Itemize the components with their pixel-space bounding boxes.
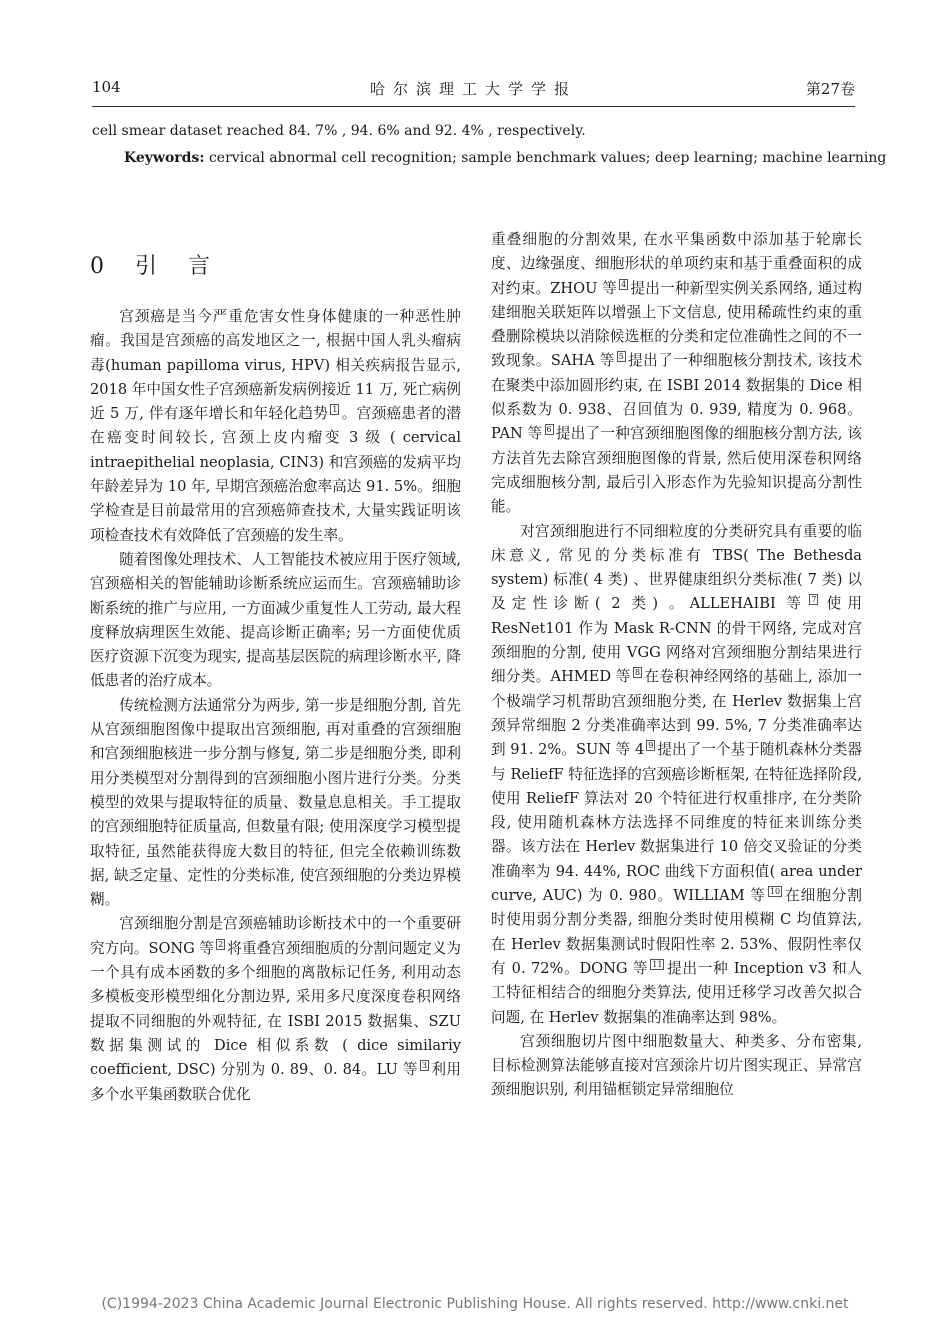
citation-ref[interactable]: 9	[648, 741, 654, 751]
paragraph: 对宫颈细胞进行不同细粒度的分类研究具有重要的临床意义, 常见的分类标准有 TBS( The Bethesda system) 标准( 4 类) 、世界健康组织分类标准( 7 类) 以及定性诊断( 2 类) 。ALLEHAIBI 等 $^7$ 使用 ResNet101 作为 Mask R-CNN 的骨干网络, 完成对宫颈细胞的分割, 使用 VGG 网络对宫颈细胞分割结果进行细分类。AHMED 等 $^8$ 在卷积神经网络的基础上, 添加一个极端学习机帮助宫颈细胞分类, 在 Herlev 数据集上宫颈异常细胞 2 分类准确率达到 99. 5%, 7 分类准确率达到 91. 2%。SUN 等 4 $^9$ 提出了一个基于随机森林分类器与 ReliefF 特征选择的宫颈癌诊断框架, 在特征选择阶段, 使用 ReliefF 算法对 20 个特征进行权重排序, 在分类阶段, 使用随机森林方法选择不同维度的特征来训练分类器。该方法在 Herlev 数据集进行 10 倍交叉验证的分类准确率为 94. 44%, ROC 曲线下方面积值( area under curve, AUC) 为 0. 980。WILLIAM 等 $^{10}$ 在细胞分割时使用弱分割分类器, 细胞分类时使用模糊 C 均值算法, 在 Herlev 数据集测试时假阳性率 2. 53%、假阴性率仅有 0. 72%。DONG 等 $^{11}$ 提出一种 Inception v3 和人工特征相结合的细胞分类算法, 使用迁移学习改善欠拟合问题, 在 Herlev 数据集的准确率达到 98%。	[491, 522, 863, 1026]
citation-ref[interactable]: 7	[811, 595, 817, 605]
citation-ref[interactable]: 8	[634, 668, 641, 678]
left-column	[90, 245, 461, 1107]
citation-ref[interactable]: 4	[621, 279, 627, 289]
citation-ref[interactable]: 2	[218, 939, 224, 949]
keywords-text: cervical abnormal cell recognition; sample benchmark values; deep learning; machine learning	[208, 150, 887, 166]
page-header	[92, 76, 855, 107]
paragraph: 宫颈癌是当今严重危害女性身体健康的一种恶性肿瘤。我国是宫颈癌的高发地区之一, 根据中国人乳头瘤病毒(human papilloma virus, HPV) 相关疾病报告显示, 2018 年中国女性子宫颈癌新发病例接近 11 万, 死亡病例近 5 万, 伴有逐年增长和年轻化趋势 $^1$ 。宫颈癌患者的潜在癌变时间较长, 宫颈上皮内瘤变 3 级 ( cervical intraepithelial neoplasia, CIN3) 和宫颈癌的发病平均年龄差异为 10 年, 早期宫颈癌治愈率高达 91. 5%。细胞学检查是目前最常用的宫颈癌筛查技术, 大量实践证明该项检查技术有效降低了宫颈癌的发生率。	[90, 308, 461, 544]
citation-ref[interactable]: 3	[421, 1061, 427, 1071]
page-number: 104	[92, 78, 121, 96]
citation-ref[interactable]: 6	[546, 425, 552, 435]
abstract-tail: cell smear dataset reached 84. 7% , 94. 6% and 92. 4% , respectively.	[92, 123, 586, 139]
journal-title: 哈尔滨理工大学学报	[369, 80, 577, 98]
keywords	[124, 150, 887, 166]
keywords-label: Keywords:	[124, 150, 205, 166]
paragraph: 宫颈细胞切片图中细胞数量大、种类多、分布密集, 目标检测算法能够直接对宫颈涂片切片图实现正、异常宫颈细胞识别, 利用锚框锁定异常细胞位	[491, 1032, 862, 1099]
copyright-footer: (C)1994-2023 China Academic Journal Electronic Publishing House. All rights reserved. http://www.cnki.net	[101, 1296, 849, 1312]
paragraph: 随着图像处理技术、人工智能技术被应用于医疗领域, 宫颈癌相关的智能辅助诊断系统应运而生。宫颈癌辅助诊断系统的推广与应用, 一方面减少重复性人工劳动, 最大程度释放病理医生效能、提高诊断正确率; 另一方面使优质医疗资源下沉变为现实, 提高基层医院的病理诊断水平, 降低患者的治疗成本。	[90, 550, 461, 690]
right-column	[491, 228, 862, 1103]
section-title: 0 引 言	[90, 254, 222, 279]
citation-ref[interactable]: 1	[332, 405, 338, 415]
citation-ref[interactable]: 11	[652, 959, 663, 969]
volume-label: 第27卷	[805, 80, 855, 98]
citation-ref[interactable]: 10	[769, 887, 781, 897]
citation-ref[interactable]: 5	[618, 352, 624, 362]
paragraph: 重叠细胞的分割效果, 在水平集函数中添加基于轮廓长度、边缘强度、细胞形状的单项约束和基于重叠面积的成对约束。ZHOU 等 $^4$ 提出一种新型实例关系网络, 通过构建细胞关联矩阵以增强上下文信息, 使用稀疏性约束的重叠删除模块以消除候选框的分类和定位准确性之间的不一致现象。SAHA 等 $^5$ 提出了一种细胞核分割技术, 该技术在聚类中添加圆形约束, 在 ISBI 2014 数据集的 Dice 相似系数为 0. 938、召回值为 0. 939, 精度为 0. 968。PAN 等 $^6$ 提出了一种宫颈细胞图像的细胞核分割方法, 该方法首先去除宫颈细胞图像的背景, 然后使用深卷积网络完成细胞核分割, 最后引入形态作为先验知识提高分割性能。	[491, 231, 863, 516]
paragraph: 宫颈细胞分割是宫颈癌辅助诊断技术中的一个重要研究方向。SONG 等 $^2$ 将重叠宫颈细胞质的分割问题定义为一个具有成本函数的多个细胞的离散标记任务, 利用动态多模板变形模型细化分割边界, 采用多尺度深度卷积网络提取不同细胞的外观特征, 在 ISBI 2015 数据集、SZU 数据集测试的 Dice 相似系数 ( dice similariy coefficient, DSC) 分别为 0. 89、0. 84。LU 等 $^3$ 利用多个水平集函数联合优化	[90, 915, 461, 1103]
paragraph: 传统检测方法通常分为两步, 第一步是细胞分割, 首先从宫颈细胞图像中提取出宫颈细胞, 再对重叠的宫颈细胞和宫颈细胞核进一步分割与修复, 第二步是细胞分类, 即利用分类模型对分割得到的宫颈细胞小图片进行分类。分类模型的效果与提取特征的质量、数量息息相关。手工提取的宫颈细胞特征质量高, 但数量有限; 使用深度学习模型提取特征, 虽然能获得庞大数目的特征, 但完全依赖训练数据, 缺乏定量、定性的分类标准, 使宫颈细胞的分类边界模糊。	[90, 696, 461, 909]
